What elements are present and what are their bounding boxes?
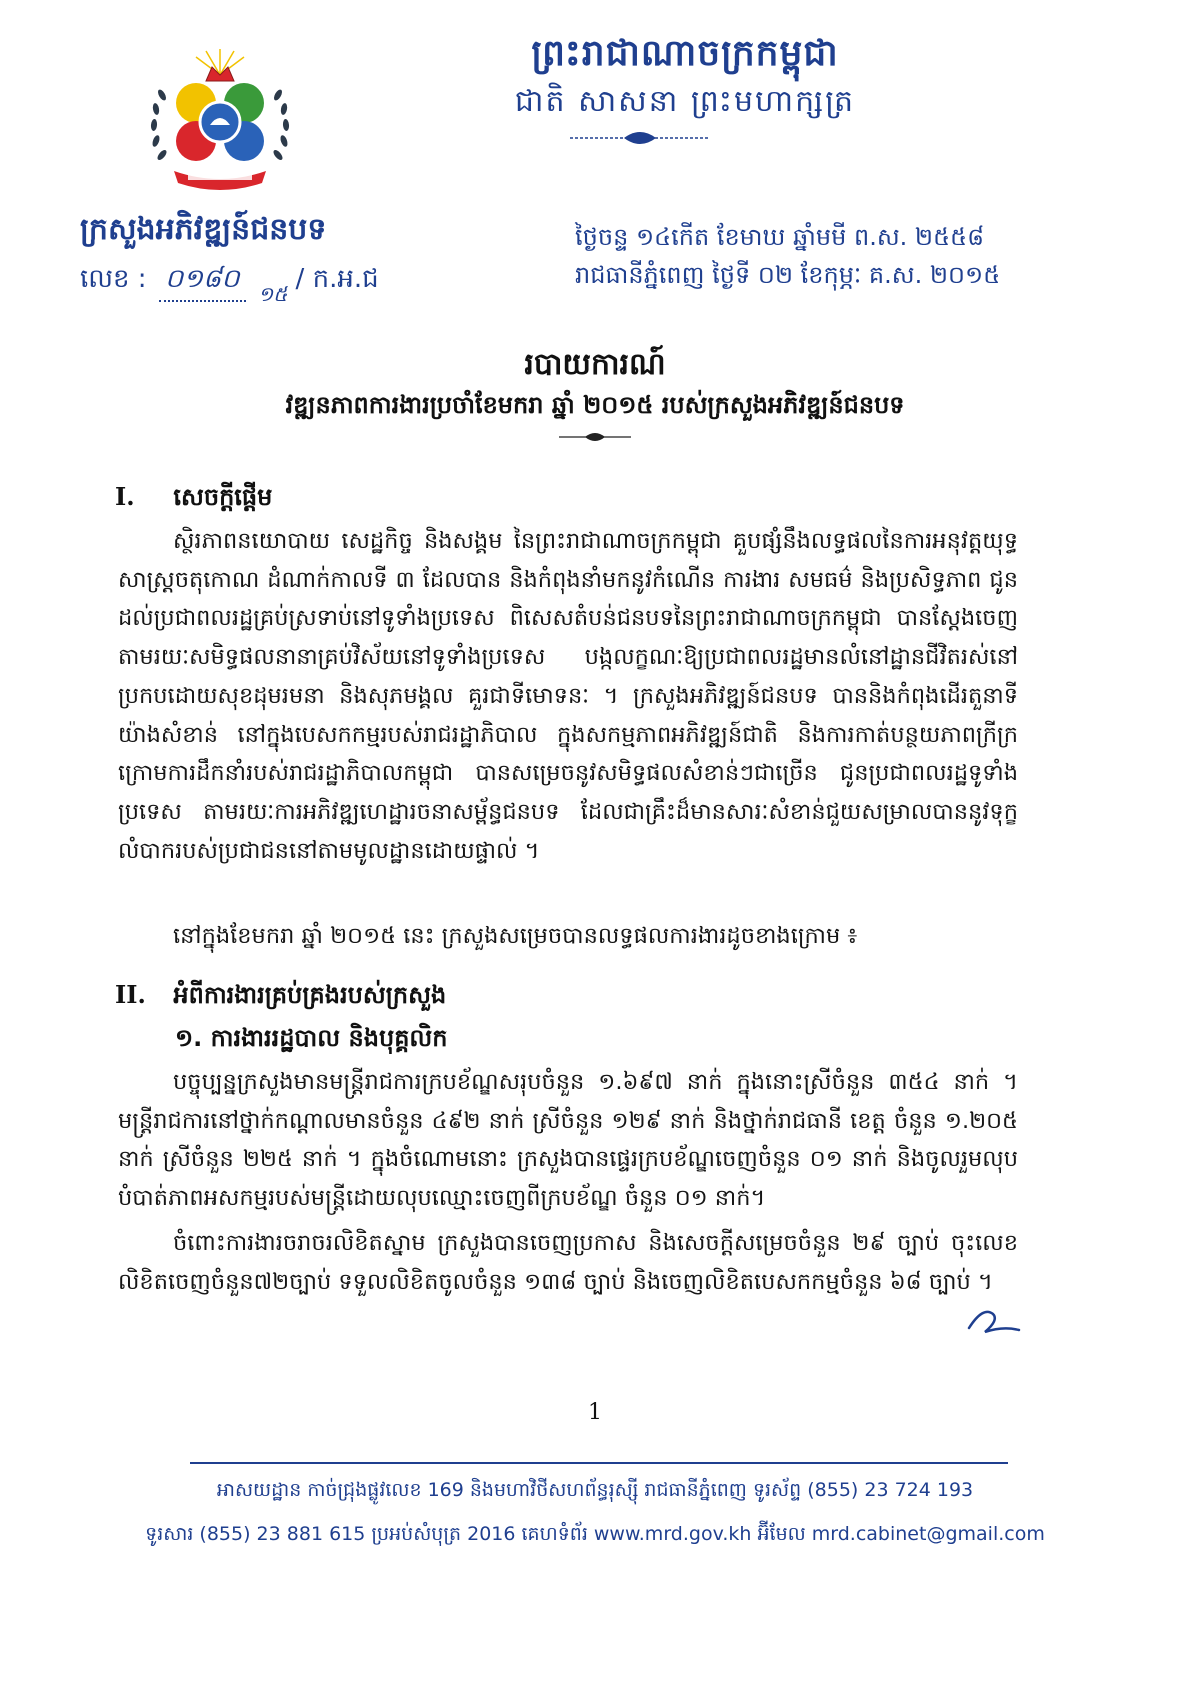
document-number — [80, 262, 440, 311]
document-number-label: លេខ : — [80, 264, 147, 294]
page-number: 1 — [588, 1400, 602, 1425]
document-number-suffix: / ក.អ.ជ — [295, 264, 379, 294]
january-results-intro: នៅក្នុងខែមករា ឆ្នាំ ២០១៥ នេះ ក្រសួងសម្រេចបានលទ្ធផលការងារដូចខាងក្រោម ៖ — [173, 923, 858, 949]
ministry-name: ក្រសួងអភិវឌ្ឍន៍ជនបទ — [80, 212, 327, 247]
motto-ornament — [560, 128, 720, 148]
section-1-title: សេចក្តីផ្តើម — [173, 483, 273, 511]
solar-date: រាជធានីភ្នំពេញ ថ្ងៃទី ០២ ខែកុម្ភៈ គ.ស. ២០១៥ — [575, 261, 1001, 289]
section-2-title: អំពីការងារគ្រប់គ្រងរបស់ក្រសួង — [173, 981, 447, 1009]
footer-divider — [190, 1462, 1008, 1464]
report-title: របាយការណ៍ — [524, 347, 666, 382]
kingdom-heading: ព្រះរាជាណាចក្រកម្ពុជា — [531, 33, 839, 74]
staff-paragraph: បច្ចុប្បន្នក្រសួងមានមន្ត្រីរាជការក្របខ័ណ្ឌសរុបចំនួន ១.៦៩៧ នាក់ ក្នុងនោះស្រីចំនួន ៣៥៤ នាក់ ។ មន្ត្រីរាជការនៅថ្នាក់កណ្តាលមានចំនួន ៤៩២ នាក់ ស្រីចំនួន ១២៩ នាក់ និងថ្នាក់រាជធានី ខេត្ត ចំនួន ១.២០៥ នាក់ ស្រីចំនួន ២២៥ នាក់ ។ ក្នុងចំណោមនោះ ក្រសួងបានផ្ទេរក្របខ័ណ្ឌចេញចំនួន ០១ នាក់ និងចូលរួមលុបបំបាត់ភាពអសកម្មរបស់មន្ត្រីដោយលុបឈ្មោះចេញពីក្របខ័ណ្ឌ ចំនួន ០១ នាក់។ — [118, 1069, 1018, 1212]
introduction-paragraph: ស្ថិរភាពនយោបាយ សេដ្ឋកិច្ច និងសង្គម នៃព្រះរាជាណាចក្រកម្ពុជា គួបផ្សំនឹងលទ្ធផលនៃការអនុវត្តយុទ្ធសាស្ត្រចតុកោណ ដំណាក់កាលទី ៣ ដែលបាន និងកំពុងនាំមកនូវកំណើន ការងារ សមធម៌ និងប្រសិទ្ធភាព ជូនដល់ប្រជាពលរដ្ឋគ្រប់ស្រទាប់នៅទូទាំងប្រទេស ពិសេសតំបន់ជនបទនៃព្រះរាជាណាចក្រកម្ពុជា បានស្តែងចេញតាមរយៈសមិទ្ធផលនានាគ្រប់វិស័យនៅទូទាំងប្រទេស បង្កលក្ខណៈឱ្យប្រជាពលរដ្ឋមានលំនៅដ្ឋានជីវិតរស់នៅប្រកបដោយសុខដុមរមនា និងសុភមង្គល គួរជាទីមោទនៈ ។ ក្រសួងអភិវឌ្ឍន៍ជនបទ បាននិងកំពុងដើរតួនាទីយ៉ាងសំខាន់ នៅក្នុងបេសកកម្មរបស់រាជរដ្ឋាភិបាល ក្នុងសកម្មភាពអភិវឌ្ឍន៍ជាតិ និងការកាត់បន្ថយភាពក្រីក្រ ក្រោមការដឹកនាំរបស់រាជរដ្ឋាភិបាលកម្ពុជា បានសម្រេចនូវសមិទ្ធផលសំខាន់ៗជាច្រើន ជូនប្រជាពលរដ្ឋទូទាំងប្រទេស តាមរយៈការអភិវឌ្ឍហេដ្ឋារចនាសម្ព័ន្ធជនបទ ដែលជាគ្រឹះដ៏មានសារៈសំខាន់ជួយសម្រាលបាននូវទុក្ខលំបាករបស់ប្រជាជននៅតាមមូលដ្ឋានដោយផ្ទាល់ ។ — [118, 528, 1018, 864]
subsection-administration-heading: ១. ការងាររដ្ឋបាល និងបុគ្គលិក — [175, 1024, 448, 1052]
report-subtitle: វឌ្ឍនភាពការងារប្រចាំខែមករា ឆ្នាំ ២០១៥ របស់ក្រសួងអភិវឌ្ឍន៍ជនបទ — [285, 391, 905, 419]
national-motto: ជាតិ សាសនា ព្រះមហាក្សត្រ — [514, 84, 856, 119]
document-number-year: ១៥ — [257, 282, 288, 306]
document-number-value: ០១៨០ — [159, 262, 246, 302]
handwritten-initials — [963, 1300, 1023, 1340]
section-2-heading — [115, 980, 1015, 1015]
title-ornament — [555, 428, 635, 446]
footer-address: អាសយដ្ឋាន កាច់ជ្រុងផ្លូវលេខ 169 និងមហាវិថីសហព័ន្ធរុស្ស៊ី រាជធានីភ្នំពេញ ទូរស័ព្ទ (855) 23 724 193 — [216, 1479, 974, 1501]
ministry-logo — [140, 45, 300, 195]
section-1-number: I. — [115, 482, 135, 511]
lunar-date: ថ្ងៃចន្ទ ១៤កើត ខែមាឃ ឆ្នាំមមី ព.ស. ២៥៥៨ — [575, 223, 985, 251]
footer-contact: ទូរសារ (855) 23 881 615 ប្រអប់សំបុត្រ 2016 គេហទំព័រ www.mrd.gov.kh អ៊ីមែល mrd.cabinet@gmail.com — [145, 1523, 1045, 1545]
section-1-heading — [115, 482, 1015, 517]
correspondence-paragraph: ចំពោះការងារចរាចរលិខិតស្នាម ក្រសួងបានចេញប្រកាស និងសេចក្តីសម្រេចចំនួន ២៩ ច្បាប់ ចុះលេខលិខិតចេញចំនួន៧២ច្បាប់ ទទួលលិខិតចូលចំនួន ១៣៨ ច្បាប់ និងចេញលិខិតបេសកកម្មចំនួន ៦៨ ច្បាប់ ។ — [118, 1230, 1018, 1295]
section-2-number: II. — [115, 980, 146, 1009]
